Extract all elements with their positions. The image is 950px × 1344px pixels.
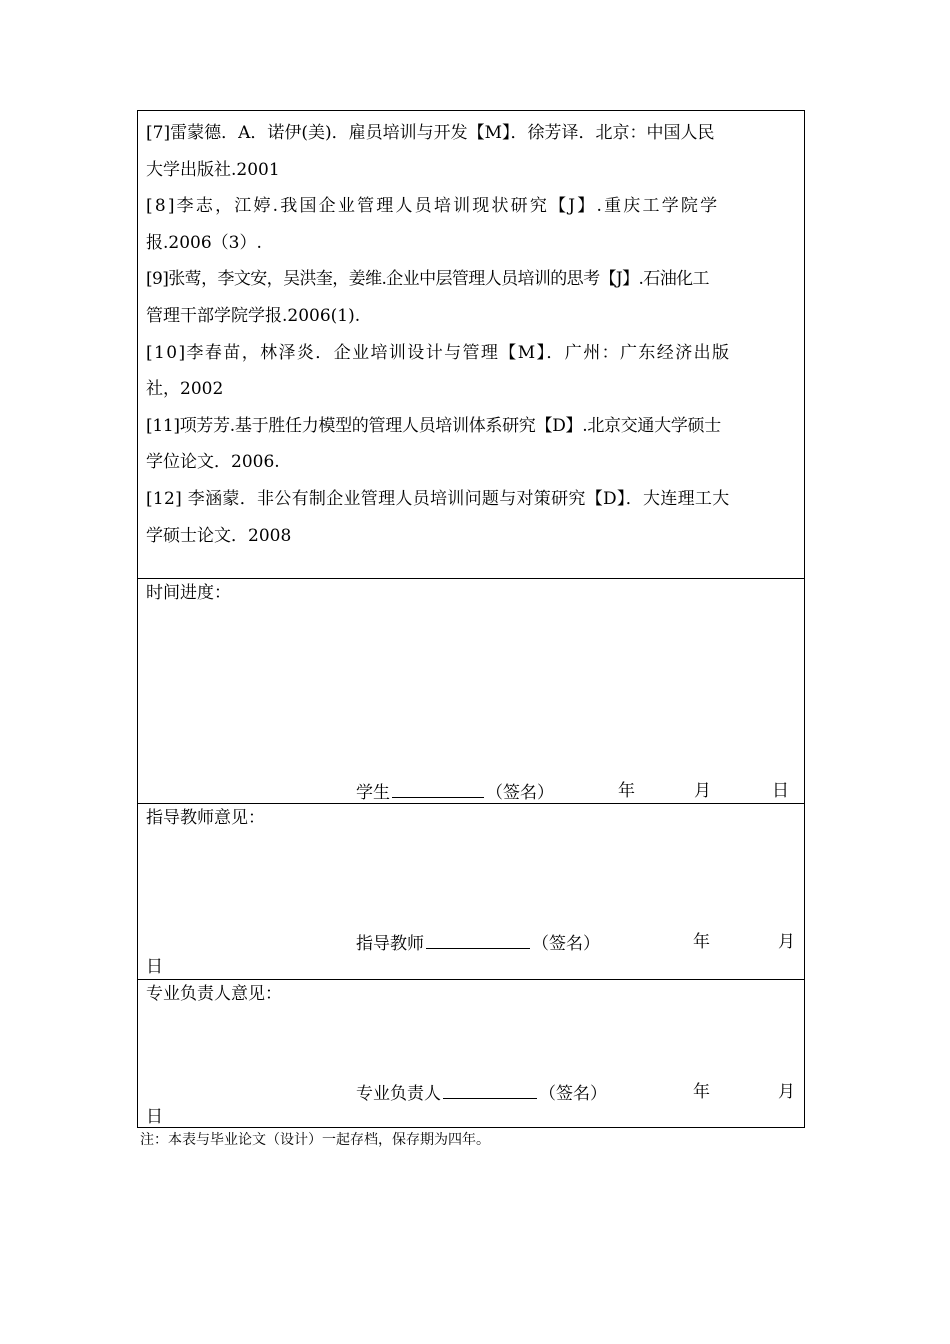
form-table bbox=[137, 110, 805, 1128]
reference-10-line1: [10]李春苗，林泽炎．企业培训设计与管理【M】．广州：广东经济出版 bbox=[146, 342, 731, 363]
reference-7-line2: 大学出版社.2001 bbox=[146, 159, 280, 180]
schedule-section bbox=[138, 578, 804, 803]
schedule-year: 年 bbox=[618, 781, 635, 801]
reference-9-line1: [9]张莺，李文安，吴洪奎，姜维.企业中层管理人员培训的思考【J】.石油化工 bbox=[146, 269, 709, 290]
program-head-signature-blank[interactable] bbox=[443, 1080, 537, 1099]
footnote: 注：本表与毕业论文（设计）一起存档，保存期为四年。 bbox=[140, 1132, 490, 1148]
reference-8-line2: 报.2006（3）. bbox=[146, 232, 262, 253]
reference-12-line1: [12] 李涵蒙．非公有制企业管理人员培训问题与对策研究【D】．大连理工大 bbox=[146, 488, 730, 509]
advisor-signature-blank[interactable] bbox=[426, 930, 530, 949]
student-sign-suffix: （签名） bbox=[486, 783, 554, 803]
reference-list bbox=[146, 115, 796, 554]
student-sign-label: 学生 bbox=[356, 783, 390, 803]
reference-11-line1: [11]项芳芳.基于胜任力模型的管理人员培训体系研究【D】.北京交通大学硕士 bbox=[146, 415, 721, 436]
program-head-sign-label: 专业负责人 bbox=[356, 1084, 441, 1104]
program-head-month: 月 bbox=[778, 1082, 795, 1102]
schedule-day: 日 bbox=[772, 781, 789, 801]
advisor-sign-suffix: （签名） bbox=[532, 934, 600, 954]
reference-10-line2: 社，2002 bbox=[146, 379, 224, 400]
advisor-day: 日 bbox=[146, 957, 163, 977]
program-head-day: 日 bbox=[146, 1107, 163, 1127]
advisor-label: 指导教师意见： bbox=[146, 808, 265, 828]
reference-7-line1: [7]雷蒙德．A．诺伊(美)．雇员培训与开发【M】．徐芳译．北京：中国人民 bbox=[146, 123, 715, 143]
advisor-signature bbox=[356, 930, 600, 956]
reference-9-line2: 管理干部学院学报.2006(1). bbox=[146, 305, 361, 326]
schedule-month: 月 bbox=[694, 781, 711, 801]
student-signature-blank[interactable] bbox=[392, 779, 484, 798]
program-head-signature bbox=[356, 1080, 607, 1106]
schedule-label: 时间进度： bbox=[146, 583, 231, 603]
program-head-year: 年 bbox=[693, 1082, 710, 1102]
advisor-section bbox=[138, 803, 804, 979]
reference-12-line2: 学硕士论文．2008 bbox=[146, 525, 292, 546]
student-signature bbox=[356, 779, 554, 805]
program-head-sign-suffix: （签名） bbox=[539, 1084, 607, 1104]
advisor-year: 年 bbox=[693, 932, 710, 952]
reference-11-line2: 学位论文．2006. bbox=[146, 452, 280, 473]
program-head-label: 专业负责人意见： bbox=[146, 984, 282, 1004]
program-head-section bbox=[138, 979, 804, 1129]
reference-8-line1: [8]李志，江婷.我国企业管理人员培训现状研究【J】.重庆工学院学 bbox=[146, 196, 720, 217]
advisor-month: 月 bbox=[778, 932, 795, 952]
advisor-sign-label: 指导教师 bbox=[356, 934, 424, 954]
